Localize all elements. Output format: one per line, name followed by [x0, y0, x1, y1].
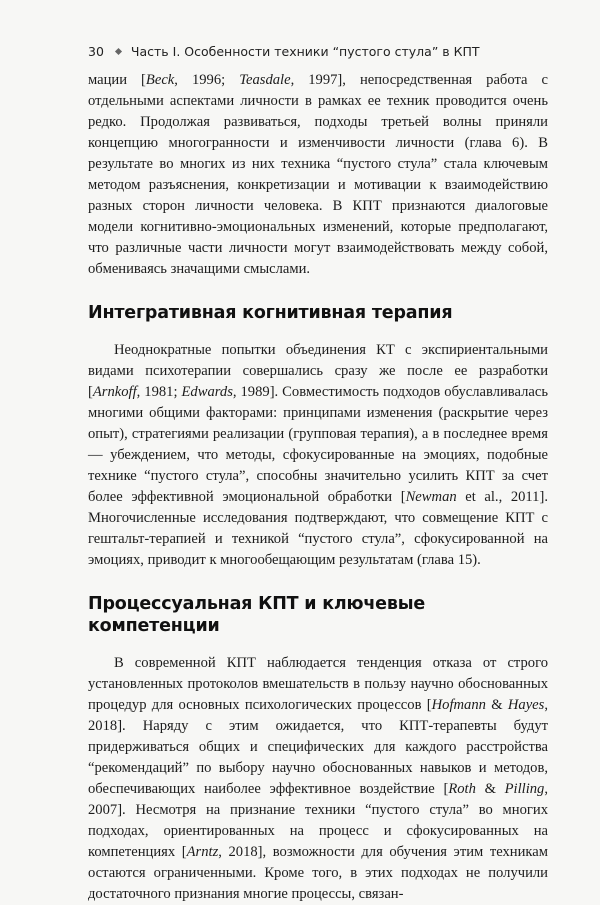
section-heading-integrative: Интегративная когнитивная терапия — [88, 303, 453, 323]
citation-author: Teasdale — [239, 72, 291, 88]
paragraph-continuation: мации [Beck, 1996; Teasdale, 1997], непосредственная работа с отдельными аспектами личности в рамках ее техник проводится очень редко. Продолжая развиваться, подходы третьей волны приняли концепцию многогранности и изменчивости личности (глава 6). В результате во многих из них техника “пустого стула” стала ключевым методом разъяснения, конкретизации и мотивации к взаимодействию разных сторон личности человека. В КПТ признаются диалоговые модели когнитивно-эмоциональных изменений, которые предполагают, что различные части личности могут взаимодействовать между собой, обмениваясь значащими смыслами. — [88, 72, 548, 277]
section-heading-process-based: Процессуальная КПТ и ключевые компетенции — [88, 594, 426, 636]
citation-author: Newman — [405, 489, 457, 505]
page-number: 30 — [88, 44, 104, 59]
citation-author: Beck — [145, 72, 175, 88]
citation-author: Arntz — [186, 844, 219, 860]
citation-author: Pilling — [504, 781, 545, 797]
citation-author: Hofmann — [431, 697, 486, 713]
citation-author: Edwards — [181, 384, 233, 400]
running-header — [88, 44, 548, 59]
diamond-bullet-icon — [115, 48, 122, 55]
page-content — [88, 70, 548, 905]
citation-author: Arnkoff — [92, 384, 137, 400]
citation-author: Roth — [448, 781, 476, 797]
running-title: Часть I. Особенности техники “пустого стула” в КПТ — [130, 44, 480, 59]
paragraph-integrative: Неоднократные попытки объединения КТ с экспириентальными видами психотерапии совершались сразу же после ее разработки [Arnkoff, 1981; Edwards, 1989]. Совместимость подходов обуславливалась многими общими факторами: принципами изменения (раскрытие через опыт), стратегиями реализации (групповая терапия), а в последнее время — убеждением, что методы, сфокусированные на эмоциях, подобные технике “пустого стула”, способны значительно усилить КПТ за счет более эффективной эмоциональной обработки [Newman et al., 2011]. Многочисленные исследования подтверждают, что совмещение КПТ с гештальт-терапией и техникой “пустого стула”, сфокусированной на эмоциях, приводит к многообещающим результатам (глава 15). — [88, 342, 548, 568]
citation-author: Hayes — [507, 697, 545, 713]
paragraph-process-based: В современной КПТ наблюдается тенденция отказа от строго установленных протоколов вмешательств в пользу научно обоснованных процедур для основных психологических процессов [Hofmann & Hayes, 2018]. Наряду с этим ожидается, что КПТ-терапевты будут придерживаться общих и специфических для каждого расстройства “рекомендаций” по выбору научно обоснованных навыков и методов, обеспечивающих наиболее эффективное воздействие [Roth & Pilling, 2007]. Несмотря на признание техники “пустого стула” во многих подходах, ориентированных на процесс и сфокусированных на компетенциях [Arntz, 2018], возможности для обучения этим техникам остаются ограниченными. Кроме того, в этих подходах не получили достаточного признания многие процессы, связан- — [88, 655, 548, 902]
